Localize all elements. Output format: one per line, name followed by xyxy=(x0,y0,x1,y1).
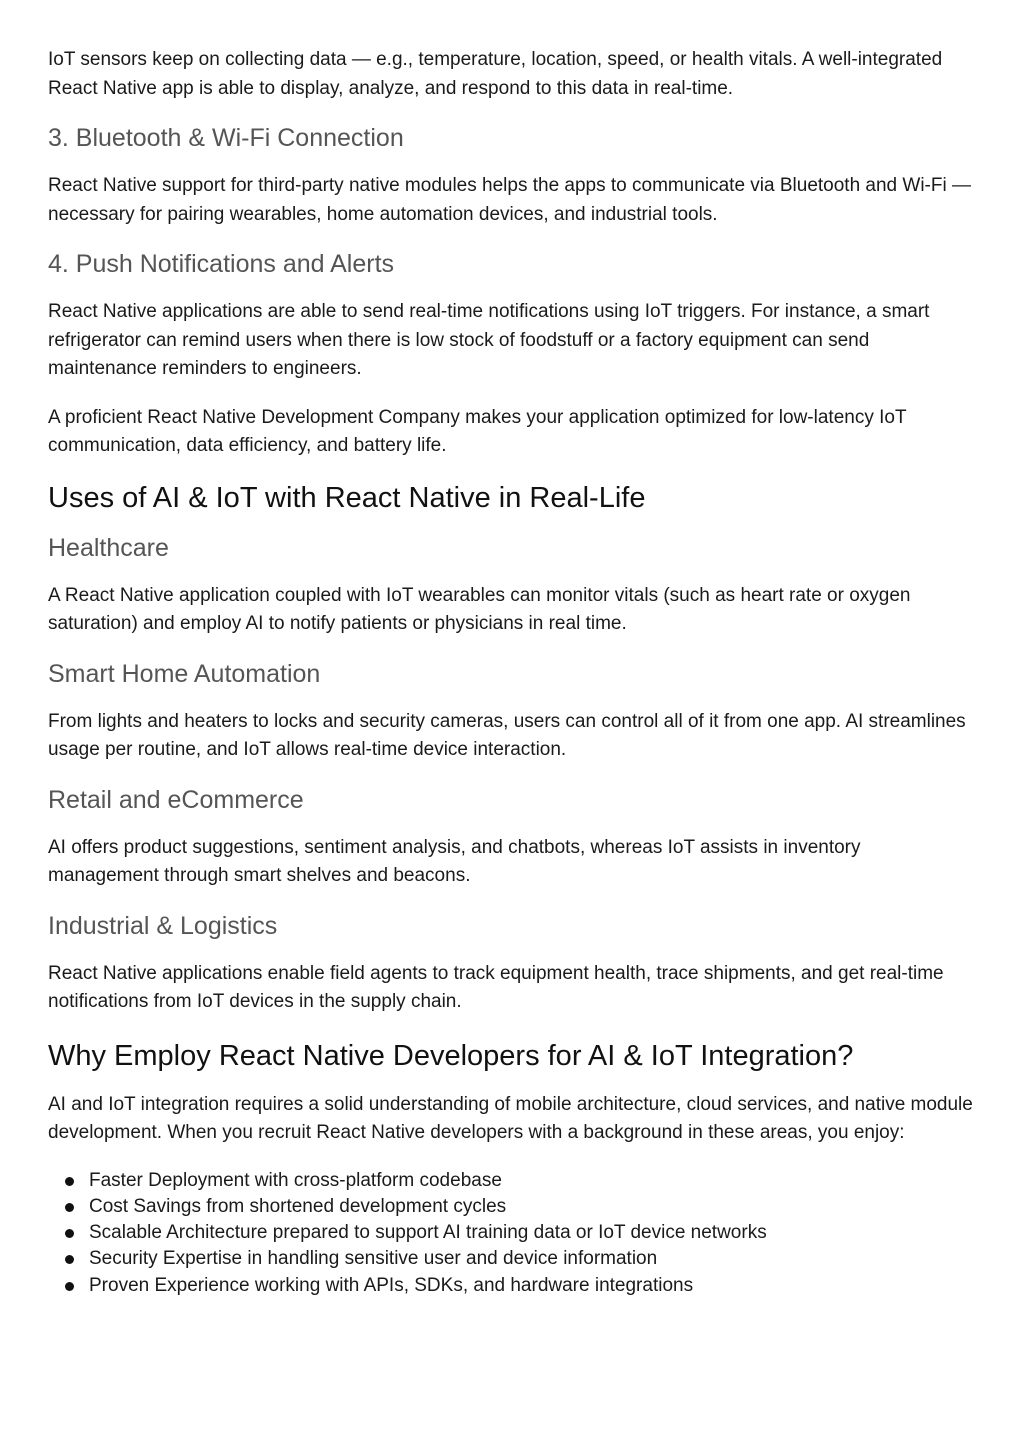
retail-paragraph: AI offers product suggestions, sentiment analysis, and chatbots, whereas IoT assists in inventory management through smart shelves and beacons. xyxy=(48,836,861,886)
list-item: Cost Savings from shortened development cycles xyxy=(48,1194,976,1220)
bluetooth-heading: 3. Bluetooth & Wi-Fi Connection xyxy=(48,124,404,152)
bluetooth-paragraph: React Native support for third-party native modules helps the apps to communicate via Bluetooth and Wi-Fi — necessary for pairing wearables, home automation devices, and industrial tools. xyxy=(48,175,971,225)
industrial-paragraph: React Native applications enable field agents to track equipment health, trace shipments, and get real-time notifications from IoT devices in the supply chain. xyxy=(48,962,944,1012)
intro-paragraph: IoT sensors keep on collecting data — e.g., temperature, location, speed, or health vitals. A well-integrated React Native app is able to display, analyze, and respond to this data in real-time. xyxy=(48,49,943,99)
why-heading: Why Employ React Native Developers for AI & IoT Integration? xyxy=(48,1039,854,1072)
uses-heading: Uses of AI & IoT with React Native in Real-Life xyxy=(48,481,646,514)
list-item: Faster Deployment with cross-platform codebase xyxy=(48,1168,976,1194)
smart-home-paragraph: From lights and heaters to locks and security cameras, users can control all of it from one app. AI streamlines usage per routine, and IoT allows real-time device interaction. xyxy=(48,710,966,760)
benefits-list xyxy=(48,1168,976,1299)
list-item: Scalable Architecture prepared to support AI training data or IoT device networks xyxy=(48,1220,976,1246)
list-item: Security Expertise in handling sensitive user and device information xyxy=(48,1246,976,1272)
industrial-heading: Industrial & Logistics xyxy=(48,911,278,940)
push-heading: 4. Push Notifications and Alerts xyxy=(48,250,395,278)
list-item: Proven Experience working with APIs, SDKs, and hardware integrations xyxy=(48,1273,976,1299)
retail-heading: Retail and eCommerce xyxy=(48,785,304,814)
healthcare-paragraph: A React Native application coupled with IoT wearables can monitor vitals (such as heart rate or oxygen saturation) and employ AI to notify patients or physicians in real time. xyxy=(48,584,911,634)
healthcare-heading: Healthcare xyxy=(48,533,169,562)
push-paragraph: React Native applications are able to send real-time notifications using IoT triggers. For instance, a smart refrigerator can remind users when there is low stock of foodstuff or a factory equipment can send maintenance reminders to engineers. xyxy=(48,301,930,379)
why-paragraph: AI and IoT integration requires a solid understanding of mobile architecture, cloud services, and native module development. When you recruit React Native developers with a background in these areas, you enjoy: xyxy=(48,1093,973,1143)
smart-home-heading: Smart Home Automation xyxy=(48,659,321,688)
push-paragraph-2: A proficient React Native Development Company makes your application optimized for low-latency IoT communication, data efficiency, and battery life. xyxy=(48,406,907,456)
